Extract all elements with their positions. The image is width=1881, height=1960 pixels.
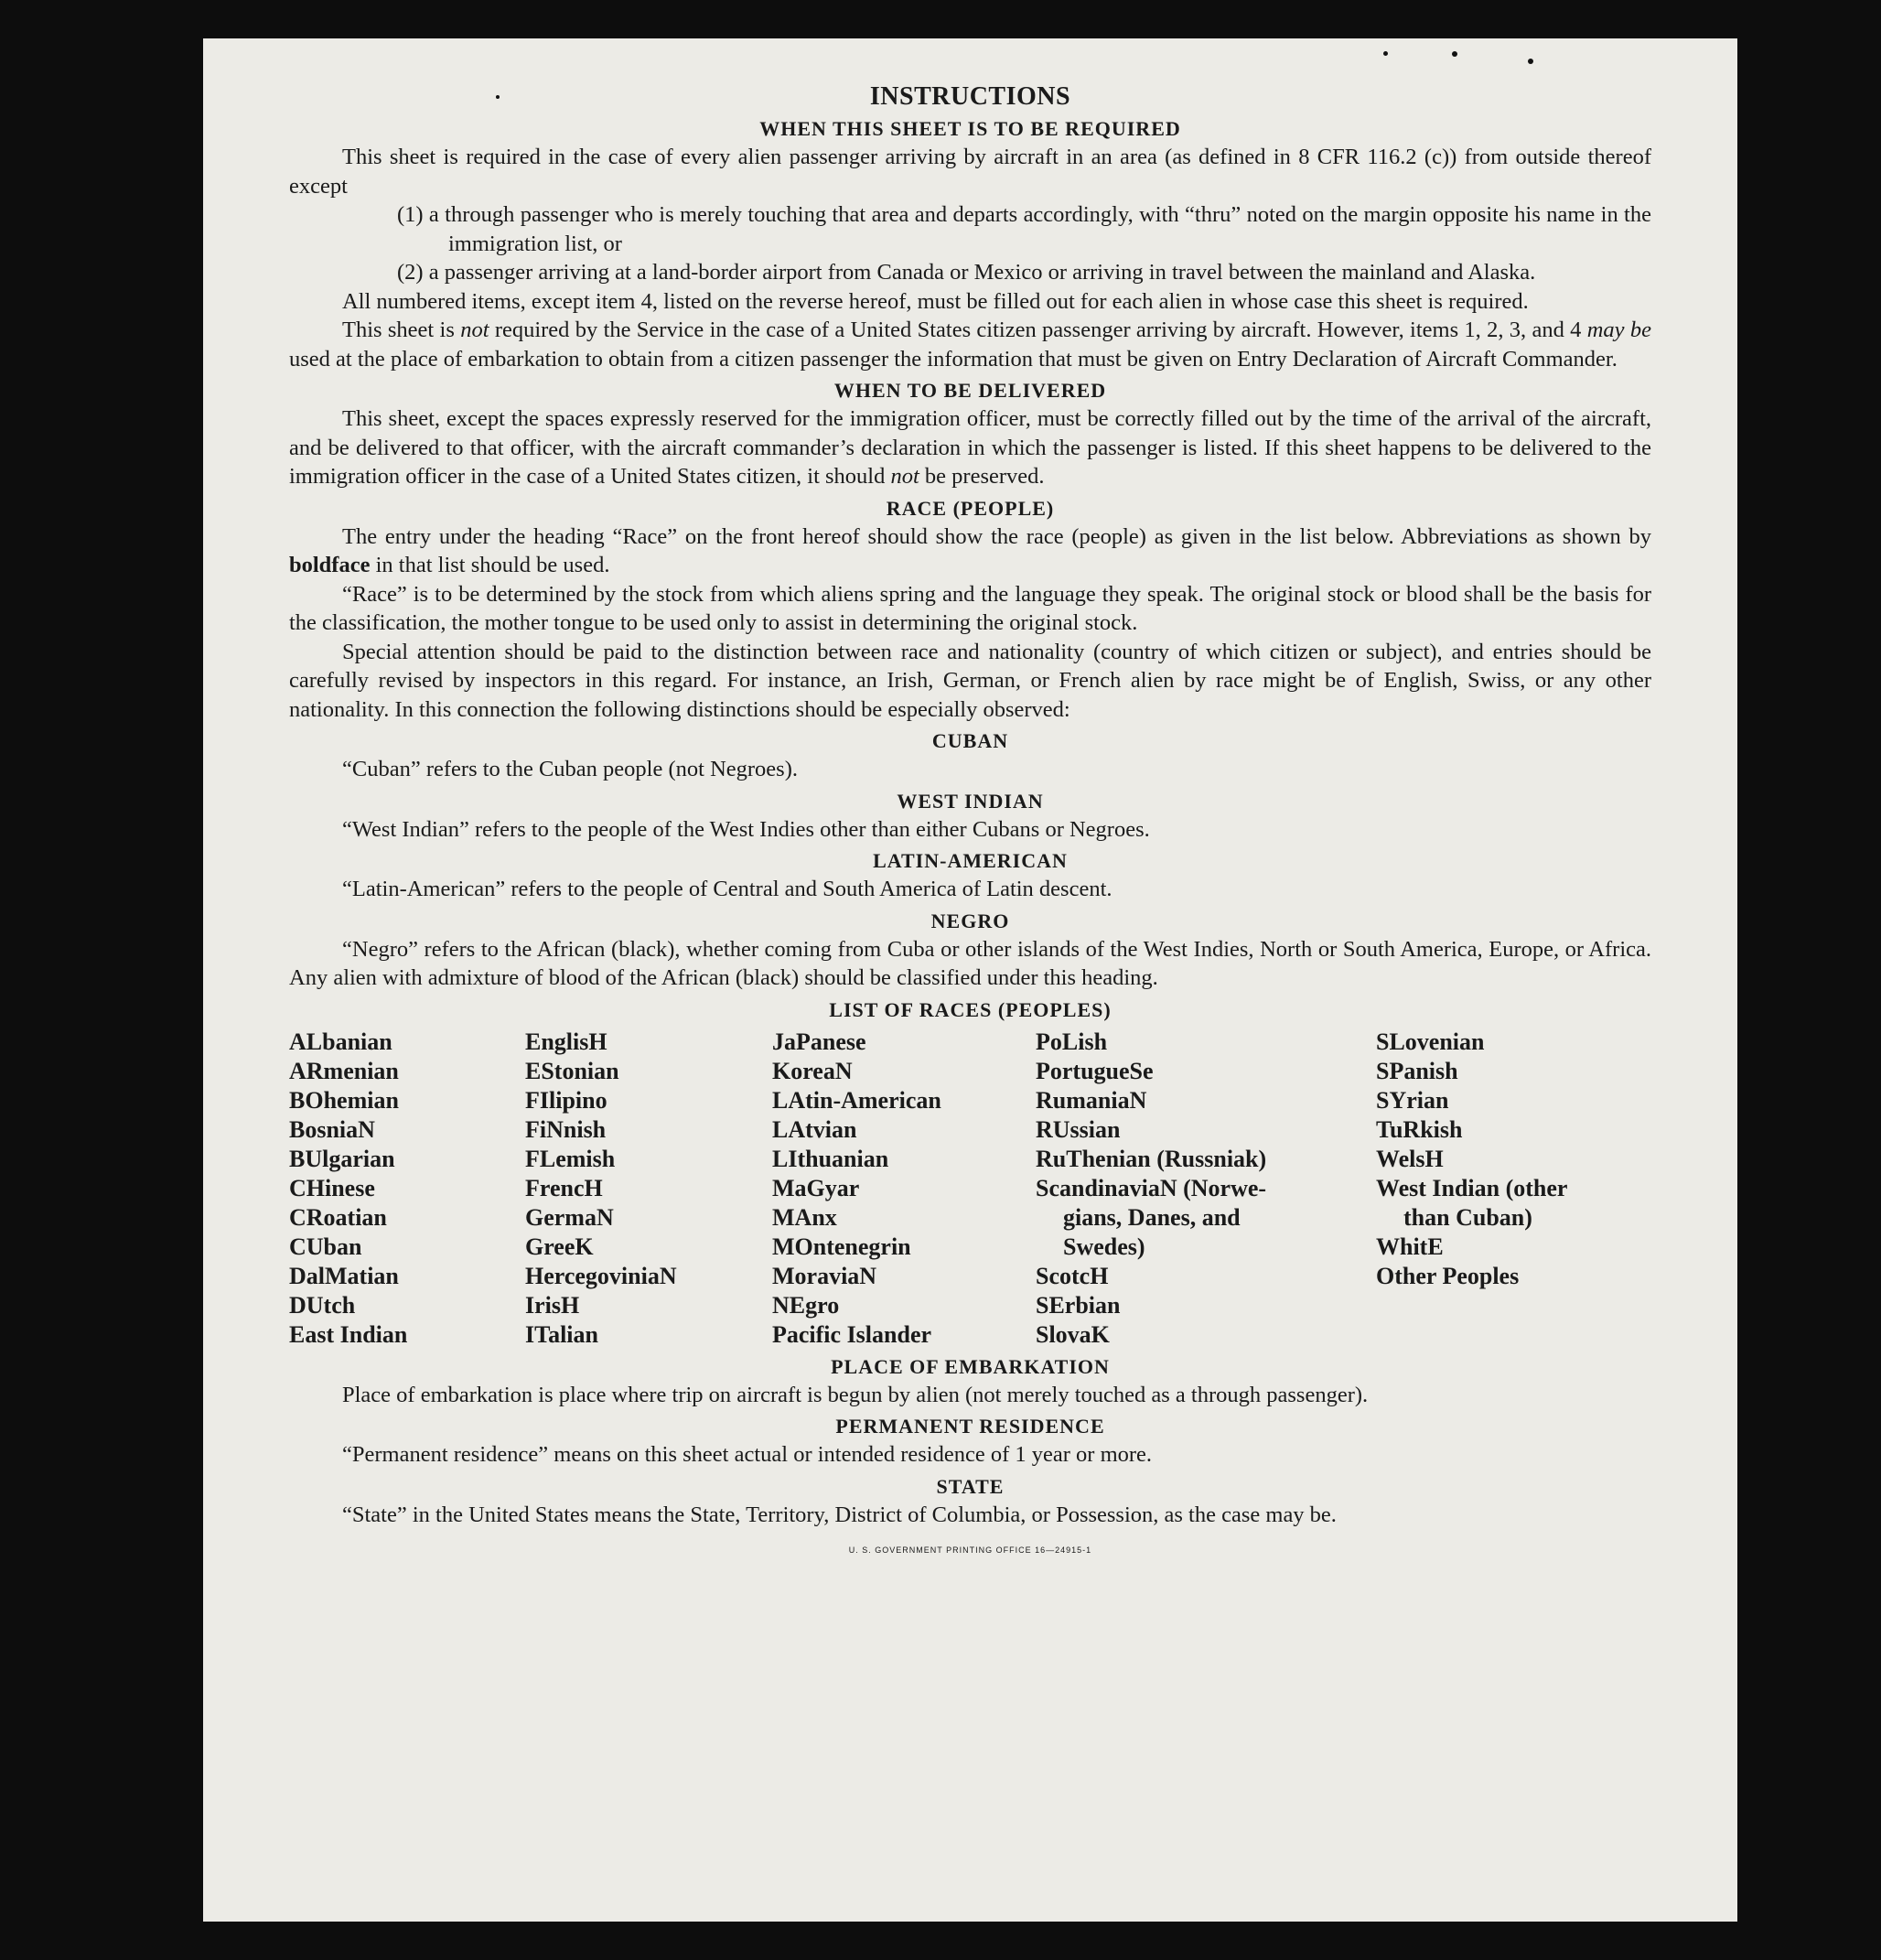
heading-list-of-races: LIST OF RACES (PEOPLES) (829, 997, 1112, 1021)
when-delivered-text: This sheet, except the spaces expressly reserved for the immigration officer, must be correctly filled out by the time of the arrival of the aircraft, and be delivered to that officer, with the aircraft commander’s declaration in which the passenger is listed. If this sheet happens to be delivered to the immigration officer in the case of a United States citizen, it should not be preserved. (289, 406, 1651, 489)
race-entry: CRoatian (289, 1203, 387, 1231)
race-entry: PoLish (1036, 1028, 1108, 1055)
race-entry: SErbian (1036, 1291, 1121, 1319)
speck (1452, 51, 1457, 57)
race-entry: EnglisH (525, 1028, 607, 1055)
exception-item-1: (1) a through passenger who is merely touching that area and departs accordingly, with “thru” noted on the margin opposite his name in the immigration list, or (397, 202, 1651, 256)
race-entry: CHinese (289, 1174, 375, 1201)
race-entry: JaPanese (772, 1028, 866, 1055)
race-entry: BOhemian (289, 1086, 399, 1114)
race-entry: DUtch (289, 1291, 356, 1319)
race-entry: LAtin-American (772, 1086, 941, 1114)
latin-american-text: “Latin-American” refers to the people of Central and South America of Latin descent. (342, 877, 1112, 901)
heading-latin-american: LATIN-AMERICAN (873, 849, 1068, 872)
race-entry: SYrian (1376, 1086, 1449, 1114)
race-entry: SPanish (1376, 1057, 1458, 1084)
race-entry: DalMatian (289, 1262, 399, 1289)
race-entry: SLovenian (1376, 1028, 1485, 1055)
race-entry: ScandinaviaN (Norwe- (1036, 1174, 1267, 1201)
cuban-text: “Cuban” refers to the Cuban people (not Negroes). (342, 757, 798, 781)
race-entry: MOntenegrin (772, 1233, 911, 1260)
race-entry: LAtvian (772, 1115, 857, 1143)
race-entry: NEgro (772, 1291, 840, 1319)
heading-cuban: CUBAN (931, 729, 1009, 752)
race-entry: LIthuanian (772, 1145, 889, 1172)
printer-imprint: U. S. GOVERNMENT PRINTING OFFICE 16—24915-1 (848, 1545, 1092, 1555)
race-entry: FIlipino (525, 1086, 607, 1114)
race-entry: East Indian (289, 1320, 408, 1348)
document-title: INSTRUCTIONS (869, 82, 1071, 111)
race-entry: CUban (289, 1233, 362, 1260)
race-entry: SlovaK (1036, 1320, 1110, 1348)
residence-text: “Permanent residence” means on this sheet actual or intended residence of 1 year or more. (342, 1442, 1153, 1467)
race-entry: WelsH (1376, 1145, 1444, 1172)
race-entry: MoraviaN (772, 1262, 877, 1289)
when-required-intro: This sheet is required in the case of every alien passenger arriving by aircraft in an area (as defined in 8 CFR 116.2 (c)) from outside thereof except (289, 145, 1651, 199)
heading-when-delivered: WHEN TO BE DELIVERED (833, 379, 1107, 402)
heading-when-required: WHEN THIS SHEET IS TO BE REQUIRED (759, 117, 1181, 140)
speck (1383, 51, 1388, 56)
race-entry: FLemish (525, 1145, 616, 1172)
race-entry: FrencH (525, 1174, 603, 1201)
heading-state: STATE (936, 1474, 1005, 1498)
race-paragraph-2: “Race” is to be determined by the stock from which aliens spring and the language they speak. The original stock or blood shall be the basis for the classification, the mother tongue to be used only to assist in determining the original stock. (289, 581, 1651, 635)
race-entry: PortugueSe (1036, 1057, 1154, 1084)
race-entry: BUlgarian (289, 1145, 395, 1172)
race-entry: GreeK (525, 1233, 594, 1260)
race-entry: Other Peoples (1376, 1262, 1520, 1289)
race-entry: Pacific Islander (772, 1320, 932, 1348)
race-entry: MaGyar (772, 1174, 860, 1201)
race-entry: RumaniaN (1036, 1086, 1147, 1114)
race-entry: EStonian (525, 1057, 619, 1084)
heading-negro: NEGRO (930, 909, 1010, 932)
heading-residence: PERMANENT RESIDENCE (835, 1415, 1105, 1438)
heading-race: RACE (PEOPLE) (886, 496, 1055, 520)
speck (1528, 59, 1533, 64)
citizen-paragraph: This sheet is not required by the Service in the case of a United States citizen passenger arriving by aircraft. However, items 1, 2, 3, and 4 may be used at the place of embarkation to obtain from a citizen passenger the information that must be given on Entry Declaration of Aircraft Commander. (289, 318, 1651, 372)
race-entry: RuThenian (Russniak) (1036, 1145, 1267, 1172)
west-indian-text: “West Indian” refers to the people of the West Indies other than either Cubans or Negroes. (342, 816, 1150, 842)
race-entry: FiNnish (525, 1115, 607, 1143)
race-entry: TuRkish (1376, 1115, 1463, 1143)
race-entry: ARmenian (289, 1057, 399, 1084)
races-column-5 (1376, 1028, 1612, 1350)
races-column-2 (525, 1028, 772, 1350)
race-entry: WhitE (1376, 1233, 1444, 1260)
races-column-4 (1036, 1028, 1376, 1350)
race-paragraph-3: Special attention should be paid to the distinction between race and nationality (country of which citizen or subject), and entries should be carefully revised by inspectors in this regard. For instance, an Irish, German, or French alien by race might be of English, Swiss, or any other nationality. In this connection the following distinctions should be especially observed: (289, 639, 1651, 722)
race-entry: Swedes) (1063, 1233, 1145, 1260)
races-column-3 (772, 1028, 1036, 1350)
race-entry: RUssian (1036, 1115, 1121, 1143)
race-entry: ScotcH (1036, 1262, 1109, 1289)
numbered-items-paragraph: All numbered items, except item 4, listed on the reverse hereof, must be filled out for each alien in whose case this sheet is required. (342, 288, 1529, 314)
negro-text: “Negro” refers to the African (black), whether coming from Cuba or other islands of the West Indies, North or South America, Europe, or Africa. Any alien with admixture of blood of the African (black) should be classified under this heading. (289, 936, 1651, 990)
race-entry: KoreaN (772, 1057, 853, 1084)
races-column-1 (289, 1028, 525, 1350)
heading-west-indian: WEST INDIAN (897, 789, 1044, 813)
race-entry: MAnx (772, 1203, 837, 1231)
races-list (289, 1028, 1651, 1350)
race-entry: West Indian (other (1376, 1174, 1568, 1201)
race-entry: HercegoviniaN (525, 1262, 677, 1289)
instruction-sheet (203, 38, 1737, 1922)
race-entry: gians, Danes, and (1063, 1203, 1241, 1231)
heading-embarkation: PLACE OF EMBARKATION (831, 1354, 1110, 1378)
race-entry: ITalian (525, 1320, 598, 1348)
embarkation-text: Place of embarkation is place where trip on aircraft is begun by alien (not merely touched as a through passenger). (342, 1382, 1369, 1407)
race-entry: than Cuban) (1403, 1203, 1532, 1231)
race-entry: BosniaN (289, 1115, 375, 1143)
state-text: “State” in the United States means the State, Territory, District of Columbia, or Possession, as the case may be. (342, 1502, 1337, 1527)
race-entry: GermaN (525, 1203, 614, 1231)
race-paragraph-1: The entry under the heading “Race” on the front hereof should show the race (people) as given in the list below. Abbreviations as shown by boldface in that list should be used. (289, 523, 1651, 577)
race-entry: ALbanian (289, 1028, 392, 1055)
race-entry: IrisH (525, 1291, 580, 1319)
speck (496, 95, 500, 99)
exception-item-2: (2) a passenger arriving at a land-border airport from Canada or Mexico or arriving in travel between the mainland and Alaska. (397, 260, 1536, 285)
